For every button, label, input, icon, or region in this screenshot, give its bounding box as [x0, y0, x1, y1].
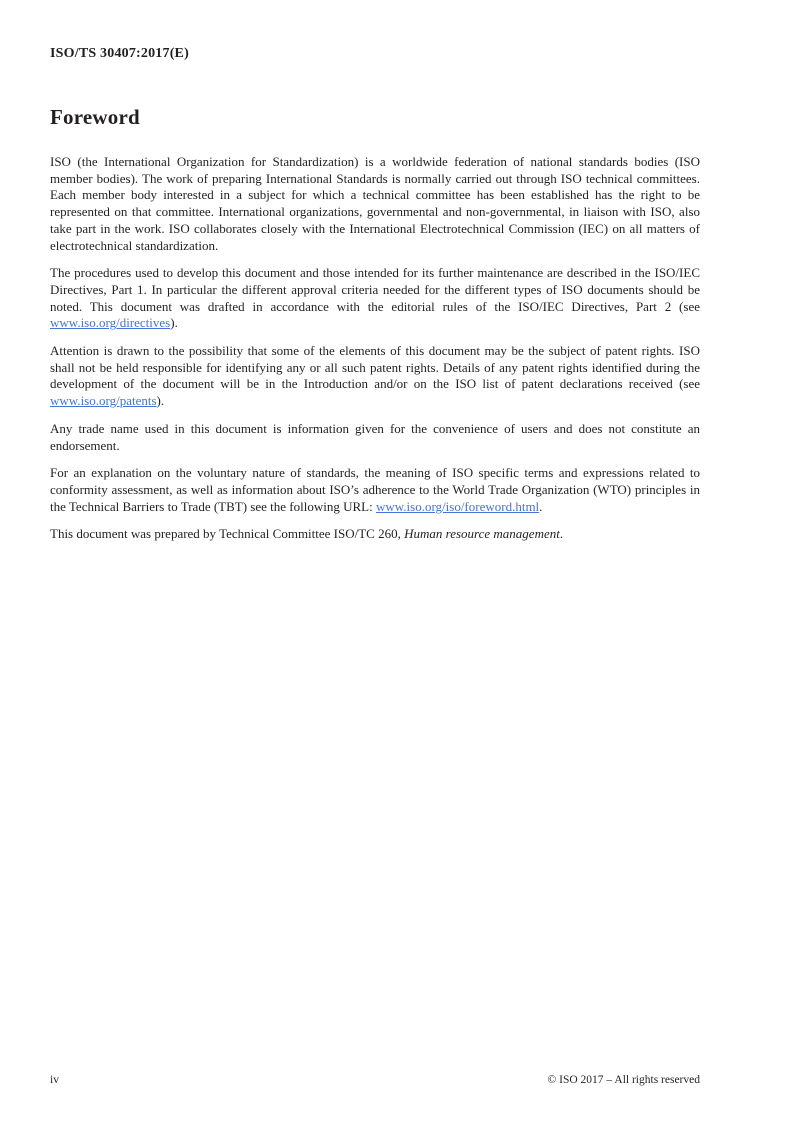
text-run: For an explanation on the voluntary nature of standards, the meaning of ISO specific terms and expressions related to conformity assessment, as well as information about ISO’s adherence to the World Trade Organization (WTO) principles in the Technical Barriers to Trade (TBT) see the following URL: [50, 465, 700, 514]
page-footer [50, 1074, 700, 1086]
paragraph [50, 265, 700, 332]
text-run: The procedures used to develop this document and those intended for its further maintenance are described in the ISO/IEC Directives, Part 1. In particular the different approval criteria needed for the different types of ISO documents should be noted. This document was drafted in accordance with the editorial rules of the ISO/IEC Directives, Part 2 (see [50, 265, 700, 314]
hyperlink[interactable]: www.iso.org/directives [50, 315, 171, 331]
paragraph [50, 526, 700, 543]
text-run: . [539, 498, 543, 514]
text-run: Any trade name used in this document is information given for the convenience of users and does not constitute an endorsement. [50, 420, 700, 453]
paragraph [50, 465, 700, 515]
text-run: This document was prepared by Technical Committee ISO/TC 260, [50, 526, 405, 542]
document-reference: ISO/TS 30407:2017(E) [50, 46, 189, 61]
foreword-section [50, 105, 700, 554]
paragraph [50, 343, 700, 410]
italic-text: Human resource management [404, 526, 560, 542]
text-run: ISO (the International Organization for Standardization) is a worldwide federation of national standards bodies (ISO member bodies). The work of preparing International Standards is normally carried out through ISO technical committees. Each member body interested in a subject for which a technical committee has been established has the right to be represented on that committee. International organizations, governmental and non-governmental, in liaison with ISO, also take part in the work. ISO collaborates closely with the International Electrotechnical Commission (IEC) on all matters of electrotechnical standardization. [50, 154, 700, 253]
text-run: ). [170, 315, 178, 331]
hyperlink[interactable]: www.iso.org/patents [50, 393, 157, 409]
text-run: Attention is drawn to the possibility that some of the elements of this document may be the subject of patent rights. ISO shall not be held responsible for identifying any or all such patent rights. Details of any patent rights identified during the development of the document will be in the Introduction and/or on the ISO list of patent declarations received (see [50, 343, 700, 392]
foreword-paragraphs [50, 154, 700, 543]
paragraph [50, 154, 700, 254]
foreword-title: Foreword [50, 105, 140, 129]
page-number: iv [50, 1074, 59, 1086]
copyright-notice: © ISO 2017 – All rights reserved [547, 1074, 700, 1086]
text-run: . [559, 526, 564, 542]
text-run: ). [156, 393, 165, 409]
paragraph [50, 421, 700, 454]
hyperlink[interactable]: www.iso.org/iso/foreword.html [375, 498, 540, 514]
